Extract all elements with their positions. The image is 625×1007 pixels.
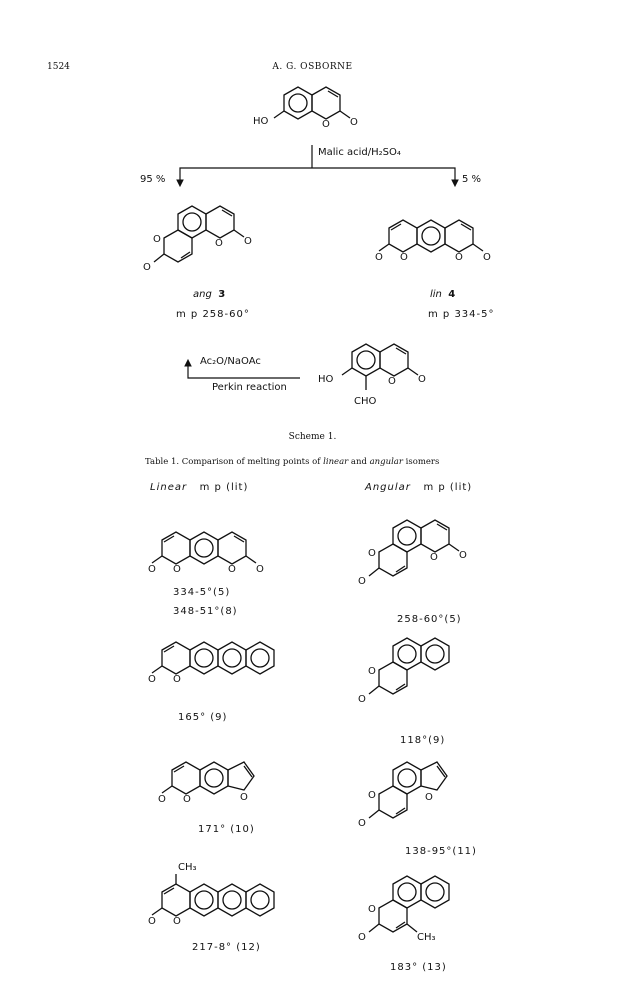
svg-text:O: O bbox=[183, 794, 191, 805]
svg-text:O: O bbox=[173, 564, 181, 575]
table-row: 118°(9) bbox=[400, 735, 446, 746]
compound-4-mp: m p 334-5° bbox=[428, 309, 495, 320]
reaction-name: Perkin reaction bbox=[212, 382, 287, 393]
compound-4-label: lin 4 bbox=[430, 289, 456, 300]
scheme-arrows bbox=[0, 0, 625, 420]
svg-text:HO: HO bbox=[318, 374, 334, 385]
structure-angular-compound-3 bbox=[140, 196, 270, 291]
svg-text:CHO: CHO bbox=[354, 396, 377, 407]
svg-text:O: O bbox=[388, 376, 396, 387]
atom-O: O bbox=[322, 119, 330, 130]
svg-text:O: O bbox=[173, 674, 181, 685]
table-row: 348-51°(8) bbox=[173, 606, 238, 617]
table-angular-structure-3 bbox=[355, 752, 485, 847]
svg-text:O: O bbox=[368, 904, 376, 915]
table-row: 334-5°(5) bbox=[173, 587, 231, 598]
table-row: 183° (13) bbox=[390, 962, 447, 973]
page-number: 1524 bbox=[47, 62, 70, 72]
svg-text:O: O bbox=[358, 694, 366, 705]
svg-text:O: O bbox=[358, 818, 366, 829]
svg-text:CH₃: CH₃ bbox=[178, 862, 197, 873]
svg-text:O: O bbox=[228, 564, 236, 575]
svg-text:O: O bbox=[425, 792, 433, 803]
svg-text:O: O bbox=[483, 252, 491, 263]
table-caption: Table 1. Comparison of melting points of linear and angular isomers bbox=[145, 457, 440, 467]
table-row: 258-60°(5) bbox=[397, 614, 462, 625]
svg-text:O: O bbox=[244, 236, 252, 247]
table-row: 171° (10) bbox=[198, 824, 255, 835]
svg-text:O: O bbox=[455, 252, 463, 263]
svg-text:O: O bbox=[148, 674, 156, 685]
atom-O: O bbox=[350, 117, 358, 128]
table-angular-structure-2 bbox=[355, 628, 485, 723]
compound-3-mp: m p 258-60° bbox=[176, 309, 250, 320]
structure-linear-compound-4 bbox=[375, 210, 515, 270]
svg-text:O: O bbox=[400, 252, 408, 263]
table-angular-structure-4 bbox=[355, 866, 485, 961]
svg-text:O: O bbox=[143, 262, 151, 273]
column-header-angular: Angular m p (lit) bbox=[365, 482, 473, 493]
table-linear-structure-1 bbox=[148, 522, 288, 582]
scheme-caption: Scheme 1. bbox=[288, 432, 337, 442]
svg-text:O: O bbox=[368, 548, 376, 559]
svg-text:O: O bbox=[158, 794, 166, 805]
svg-text:O: O bbox=[148, 916, 156, 927]
table-linear-structure-3 bbox=[158, 752, 288, 812]
svg-text:O: O bbox=[240, 792, 248, 803]
reagent-ac2o-naoac: Ac₂O/NaOAc bbox=[200, 356, 261, 367]
svg-text:O: O bbox=[430, 552, 438, 563]
atom-HO: HO bbox=[253, 116, 269, 127]
svg-text:O: O bbox=[375, 252, 383, 263]
table-angular-structure-1 bbox=[355, 510, 485, 605]
table-row: 165° (9) bbox=[178, 712, 228, 723]
svg-text:O: O bbox=[358, 932, 366, 943]
yield-left: 95 % bbox=[140, 174, 166, 185]
svg-text:O: O bbox=[256, 564, 264, 575]
table-linear-structure-4 bbox=[148, 858, 298, 933]
compound-3-label: ang 3 bbox=[193, 289, 226, 300]
svg-text:O: O bbox=[368, 666, 376, 677]
table-linear-structure-2 bbox=[148, 632, 288, 692]
svg-text:O: O bbox=[368, 790, 376, 801]
svg-text:O: O bbox=[215, 238, 223, 249]
structure-8-formyl-7-hydroxycoumarin bbox=[318, 342, 438, 417]
svg-text:O: O bbox=[418, 374, 426, 385]
column-header-linear: Linear m p (lit) bbox=[150, 482, 249, 493]
svg-text:O: O bbox=[358, 576, 366, 587]
svg-text:O: O bbox=[148, 564, 156, 575]
svg-text:O: O bbox=[153, 234, 161, 245]
yield-right: 5 % bbox=[462, 174, 482, 185]
table-row: 217-8° (12) bbox=[192, 942, 261, 953]
running-head-author: A. G. OSBORNE bbox=[272, 62, 353, 72]
svg-text:CH₃: CH₃ bbox=[417, 932, 436, 943]
table-row: 138-95°(11) bbox=[405, 846, 477, 857]
reagent-malic-acid: Malic acid/H₂SO₄ bbox=[318, 147, 401, 158]
svg-text:O: O bbox=[459, 550, 467, 561]
svg-text:O: O bbox=[173, 916, 181, 927]
